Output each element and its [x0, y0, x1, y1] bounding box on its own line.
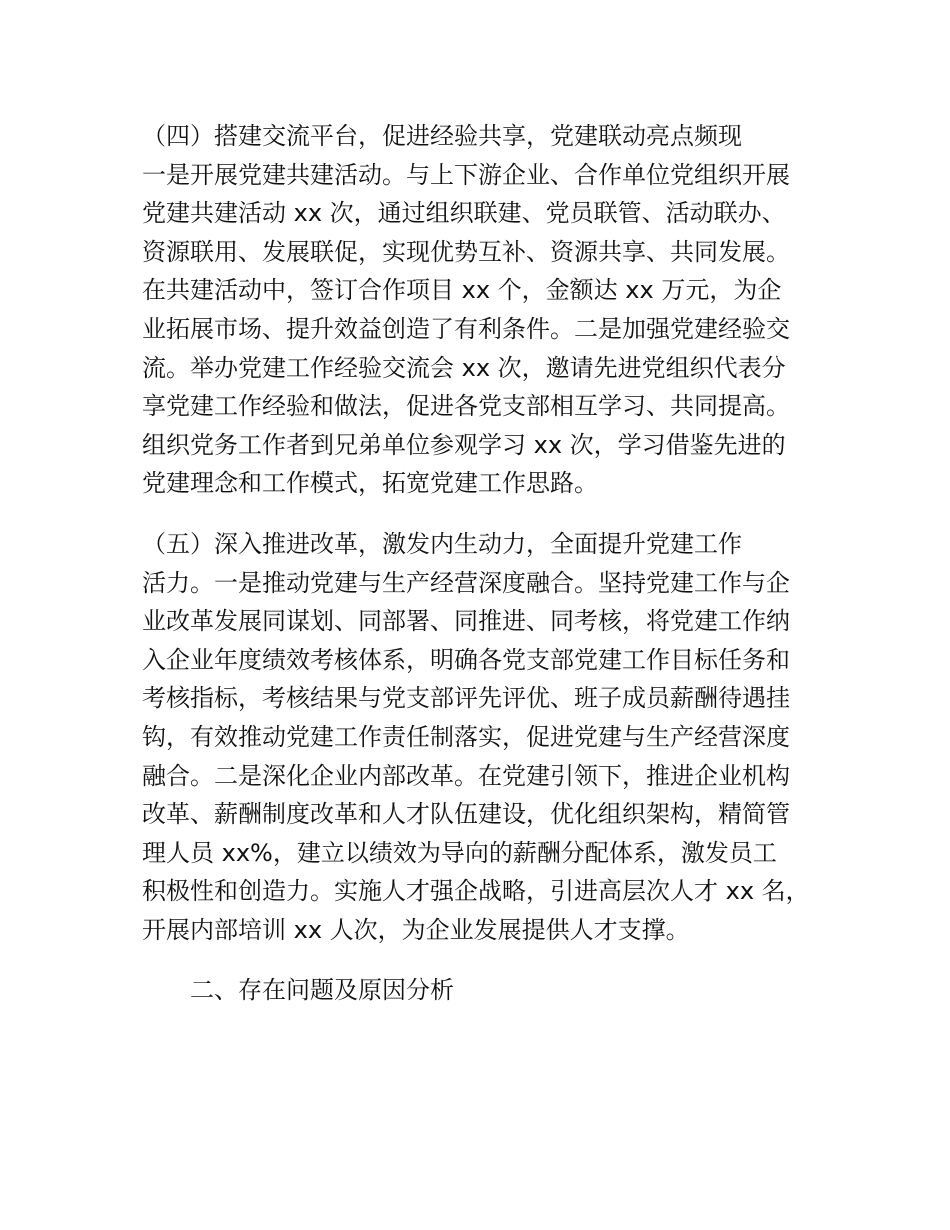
paragraph-line: （四）搭建交流平台，促进经验共享，党建联动亮点频现 [142, 122, 742, 150]
section-heading-text: 二、存在问题及原因分析 [190, 976, 454, 1005]
paragraph-section-4 [142, 117, 812, 503]
paragraph-line: 积极性和创造力。实施人才强企战略，引进高层次人才 xx 名， [142, 877, 810, 906]
section-heading [142, 971, 812, 1010]
paragraph-line: （五）深入推进改革，激发内生动力，全面提升党建工作 [142, 529, 742, 558]
paragraph-line: 业改革发展同谋划、同部署、同推进、同考核，将党建工作纳 [142, 607, 790, 636]
paragraph-line: 改革、薪酬制度改革和人才队伍建设，优化组织架构，精简管 [142, 800, 790, 829]
paragraph-line: 考核指标，考核结果与党支部评先评优、班子成员薪酬待遇挂 [142, 684, 790, 713]
paragraph-line: 业拓展市场、提升效益创造了有利条件。二是加强党建经验交 [142, 314, 790, 343]
paragraph-line: 融合。二是深化企业内部改革。在党建引领下，推进企业机构 [142, 761, 790, 790]
paragraph-line: 一是开展党建共建活动。与上下游企业、合作单位党组织开展 [142, 160, 790, 189]
paragraph-line: 享党建工作经验和做法，促进各党支部相互学习、共同提高。 [142, 392, 790, 421]
paragraph-line: 党建理念和工作模式，拓宽党建工作思路。 [142, 469, 598, 498]
paragraph-line: 组织党务工作者到兄弟单位参观学习 xx 次，学习借鉴先进的 [142, 430, 786, 459]
paragraph-line: 流。举办党建工作经验交流会 xx 次，邀请先进党组织代表分 [142, 353, 786, 382]
paragraph-line: 在共建活动中，签订合作项目 xx 个，金额达 xx 万元，为企 [142, 276, 782, 305]
paragraph-line: 活力。一是推动党建与生产经营深度融合。坚持党建工作与企 [142, 568, 790, 597]
paragraph-line: 入企业年度绩效考核体系，明确各党支部党建工作目标任务和 [142, 645, 790, 674]
paragraph-line: 资源联用、发展联促，实现优势互补、资源共享、共同发展。 [142, 237, 790, 266]
paragraph-line: 钩，有效推动党建工作责任制落实，促进党建与生产经营深度 [142, 722, 790, 751]
document-body [142, 117, 812, 1010]
paragraph-line: 党建共建活动 xx 次，通过组织联建、党员联管、活动联办、 [142, 199, 786, 228]
paragraph-line: 理人员 xx%，建立以绩效为导向的薪酬分配体系，激发员工 [142, 838, 777, 867]
paragraph-line: 开展内部培训 xx 人次，为企业发展提供人才支撑。 [142, 915, 690, 944]
paragraph-section-5 [142, 525, 812, 950]
